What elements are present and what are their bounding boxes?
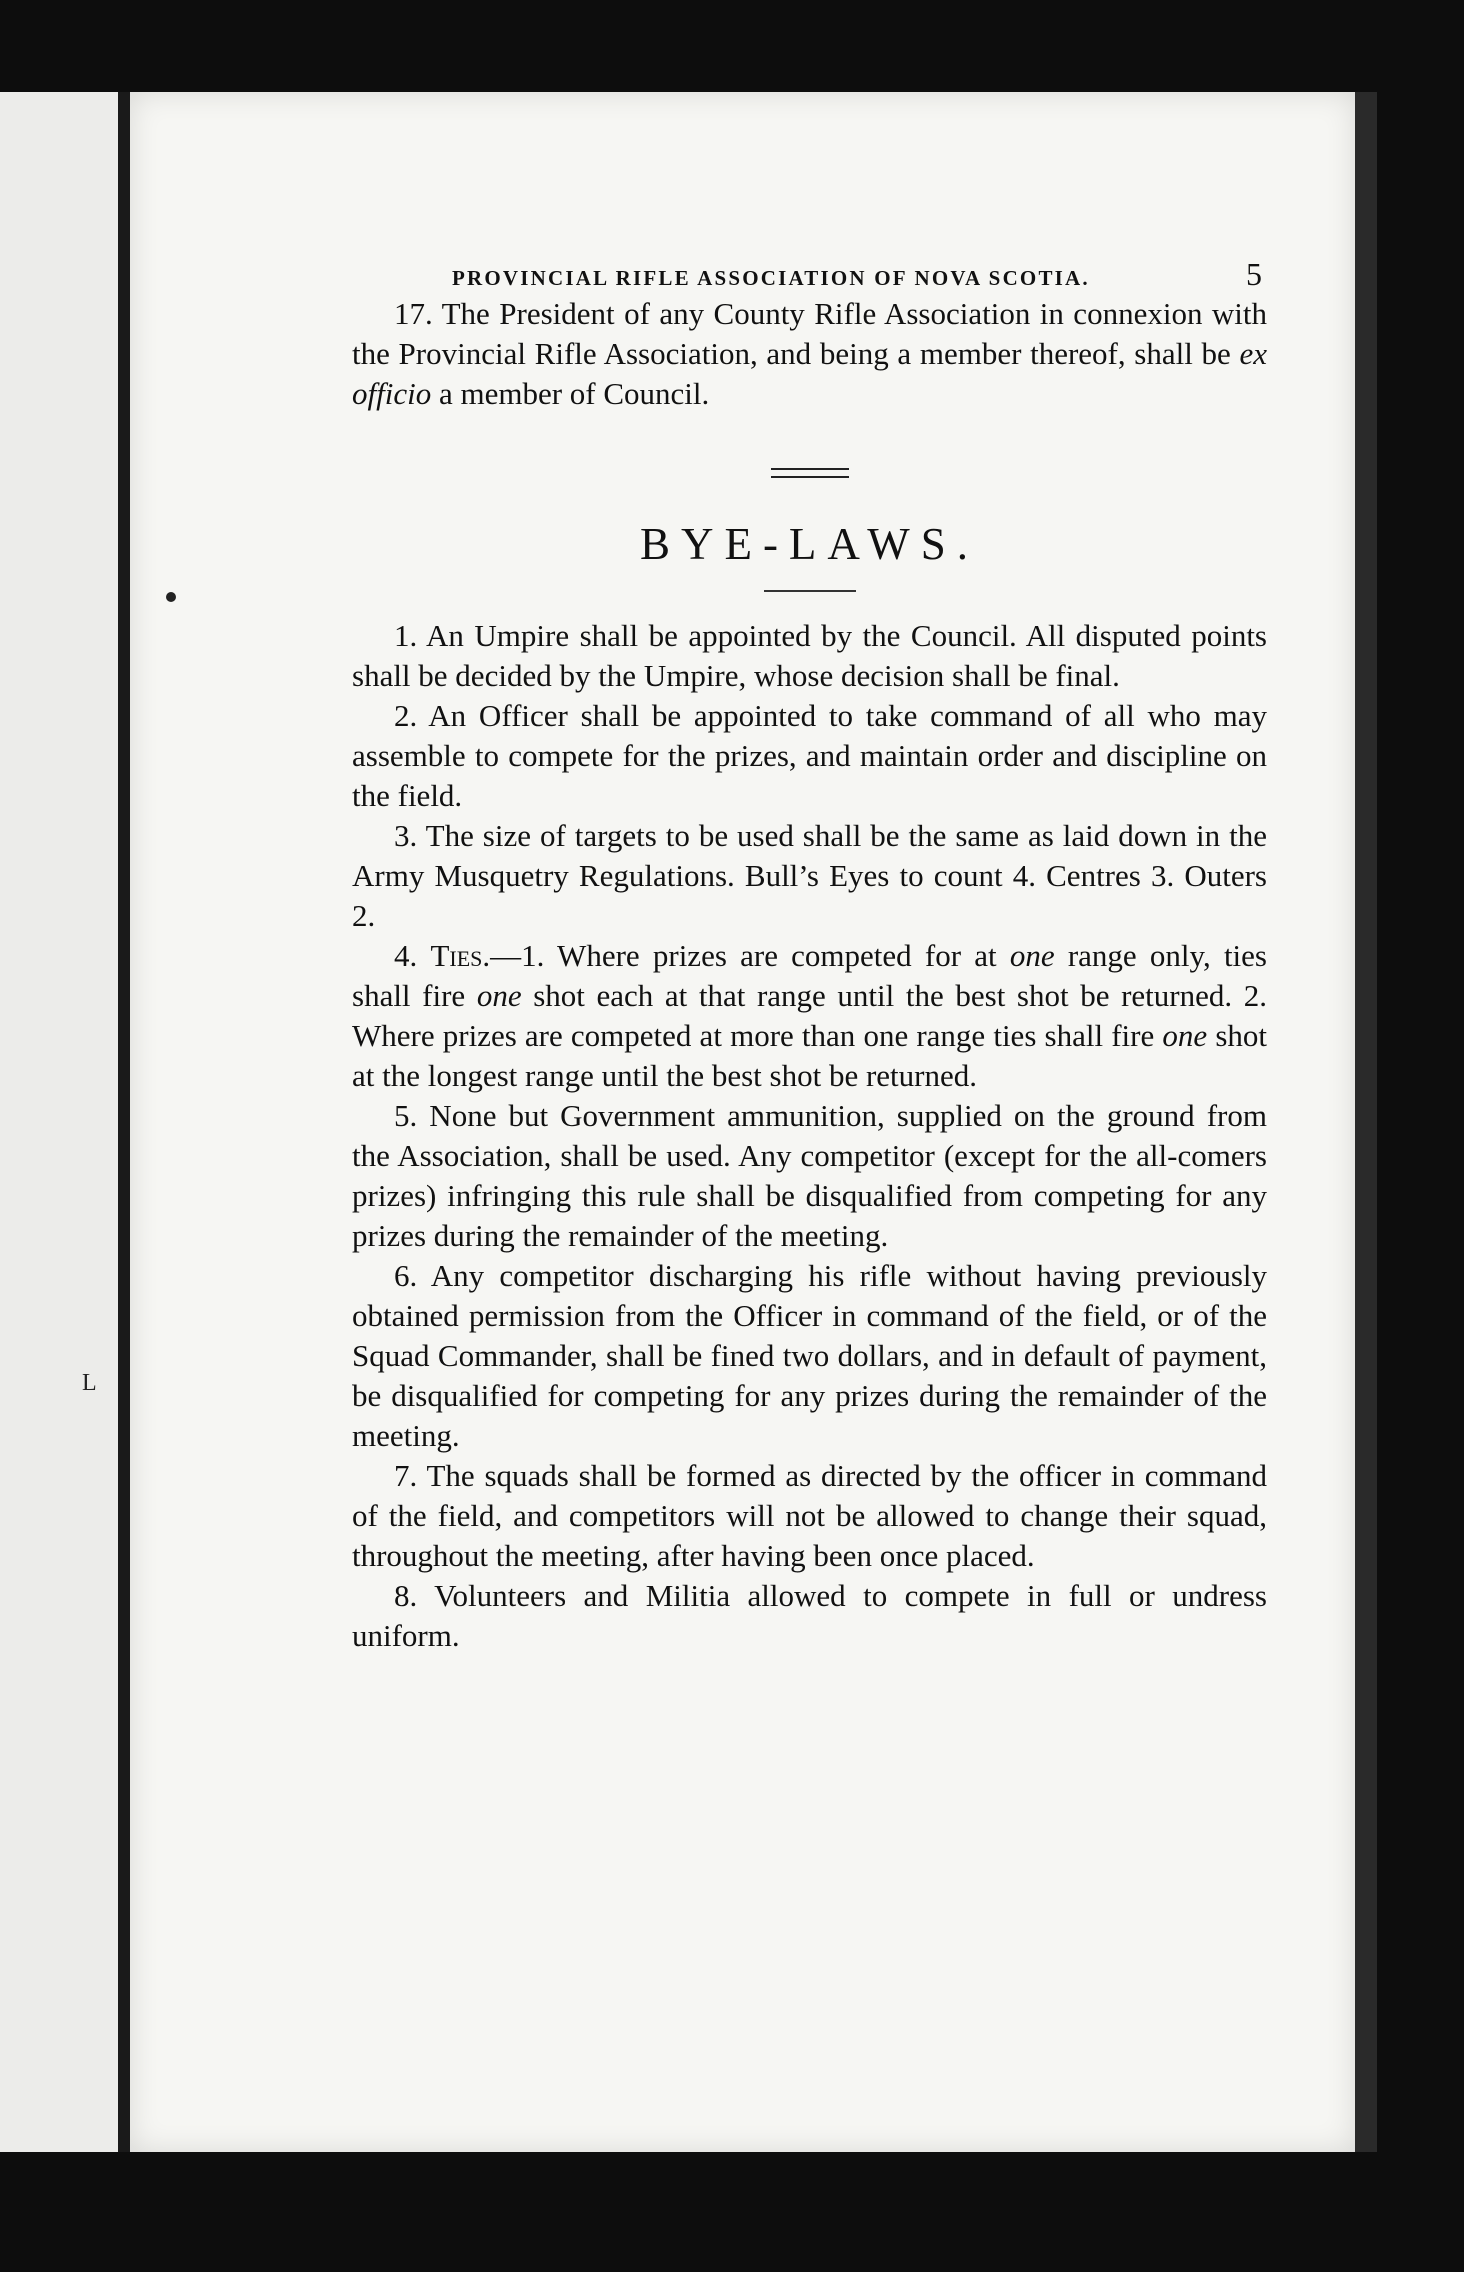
- bye-law-4-italic-3: one: [1162, 1018, 1208, 1053]
- bye-law-4-text-1: —1. Where prizes are competed for at: [490, 938, 1010, 973]
- gutter-mark: L: [82, 1370, 97, 1396]
- bye-law-4: [352, 936, 1267, 1096]
- section-heading: BYE-LAWS.: [639, 519, 980, 569]
- bye-law-4-text-4: shot at the longest range until the best shot be returned.: [352, 1018, 1267, 1093]
- bye-law-4-text-2: range only, ties shall fire: [352, 938, 1267, 1013]
- intro-paragraph: [352, 294, 1267, 414]
- intro-text-before: 17. The President of any County Rifle Association in connexion with the Provincial Rifle Association, and being a member thereof, shall be: [352, 296, 1267, 371]
- text-block: [352, 250, 1267, 1656]
- bye-law-6: 6. Any competitor discharging his rifle without having previously obtained permission from the Officer in command of the field, or of the Squad Commander, shall be fined two dollars, and in default of payment, be disqualified for competing for any prizes during the remainder of the meeting.: [352, 1258, 1267, 1453]
- facing-page-edge: [0, 92, 118, 2152]
- margin-dot: [166, 592, 176, 602]
- bye-law-8: 8. Volunteers and Militia allowed to compete in full or undress uniform.: [352, 1578, 1267, 1653]
- running-head-title: PROVINCIAL RIFLE ASSOCIATION OF NOVA SCOTIA.: [452, 266, 1090, 290]
- page-right-edge: [1355, 92, 1377, 2152]
- intro-text-italic: ex officio: [352, 336, 1267, 411]
- bye-law-1: 1. An Umpire shall be appointed by the Council. All disputed points shall be decided by the Umpire, whose decision shall be final.: [352, 618, 1267, 693]
- bye-law-4-text-3: shot each at that range until the best shot be returned. 2. Where prizes are competed at more than one range ties shall fire: [352, 978, 1267, 1053]
- page-number: 5: [1246, 256, 1262, 292]
- bye-law-3: 3. The size of targets to be used shall be the same as laid down in the Army Musquetry Regulations. Bull’s Eyes to count 4. Centres 3. Outers 2.: [352, 818, 1267, 933]
- bye-law-2: 2. An Officer shall be appointed to take command of all who may assemble to compete for the prizes, and maintain order and discipline on the field.: [352, 698, 1267, 813]
- bye-law-4-number: 4.: [394, 938, 418, 973]
- bye-law-5: 5. None but Government ammunition, supplied on the ground from the Association, shall be used. Any competitor (except for the all-comers prizes) infringing this rule shall be disqualified from competing for any prizes during the remainder of the meeting.: [352, 1098, 1267, 1253]
- bye-law-7: 7. The squads shall be formed as directed by the officer in command of the field, and competitors will not be allowed to change their squad, throughout the meeting, after having been once placed.: [352, 1458, 1267, 1573]
- section-divider: [771, 468, 849, 478]
- heading-rule: [764, 590, 856, 592]
- bye-law-4-italic-1: one: [1009, 938, 1055, 973]
- bye-law-4-italic-2: one: [476, 978, 522, 1013]
- bye-law-4-ties: Ties.: [430, 938, 491, 973]
- running-head: [352, 250, 1267, 294]
- intro-text-after: a member of Council.: [431, 376, 710, 411]
